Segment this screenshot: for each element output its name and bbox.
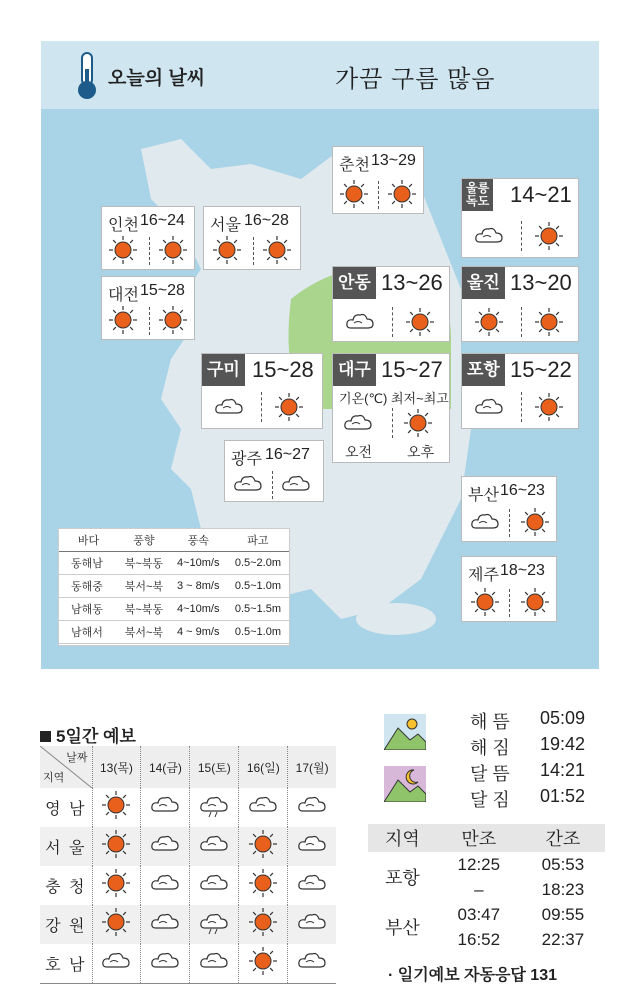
cloud-icon [150,868,180,903]
tide-low: 05:53 [541,854,585,874]
divider [261,392,262,422]
tide-header: 만조 [437,824,521,852]
sea-row [59,597,289,620]
weather-summary: 가끔 구름 많음 [335,66,496,93]
cloud-icon [343,408,373,438]
divider [149,237,150,265]
forecast-icon-cell [141,788,190,827]
forecast-region: 서 울 [40,827,92,866]
tide-high: 12:25 [457,854,501,874]
sun-icon [520,507,550,537]
sea-cell: 3 ~ 8m/s [170,574,227,597]
sun-icon [274,392,304,422]
forecast-icon-cell [92,866,141,905]
sun-icon [534,392,564,422]
tide-row [368,902,605,927]
forecast-title-text: 5일간 예보 [56,727,136,746]
forecast-region: 호 남 [40,944,92,983]
cloud-icon [470,507,500,537]
forecast-region: 영 남 [45,801,87,818]
sunrise-time: 05:09 [540,708,586,728]
tide-row [368,852,605,877]
sea-header: 바다 [59,529,118,551]
city-box-gwangju [224,440,324,502]
sun-icon [470,587,500,617]
rain-icon [199,907,229,942]
city-temp: 15~28 [140,282,185,299]
map-title: 오늘의 날씨 [108,68,206,89]
city-box-andong [332,266,450,342]
moonset-label: 달 짐 [470,790,510,810]
moonset-time: 01:52 [540,786,586,806]
city-temp: 15~22 [510,357,572,382]
city-temp: 16~23 [500,482,545,499]
cloud-icon [214,392,244,422]
sun-icon [101,907,131,942]
sun-icon [534,307,564,337]
city-name: 부산 [468,487,499,504]
tide-header: 간조 [521,824,605,852]
cloud-icon [297,946,327,981]
sun-icon [248,907,278,942]
moonrise-time: 14:21 [540,760,586,780]
sun-icon [387,179,417,209]
tide-region: 포항 [384,868,420,888]
city-temp: 16~27 [265,446,310,463]
forecast-icon-cell [239,944,288,983]
forecast-icon-cell [190,866,239,905]
forecast-icon-cell [288,866,336,905]
city-temp: 18~23 [500,562,545,579]
forecast-icon-cell [288,788,336,827]
tide-high: 03:47 [457,904,501,924]
sea-cell: 0.5~1.0m [227,620,289,643]
cloud-icon [150,790,180,825]
sun-icon [101,868,131,903]
divider [149,307,150,335]
tide-low: 09:55 [541,904,585,924]
sun-icon [520,587,550,617]
forecast-icon-cell [92,788,141,827]
sea-cell: 4~10m/s [170,551,227,574]
forecast-icon-cell [141,905,190,944]
sea-cell: 4 ~ 9m/s [170,620,227,643]
sea-header: 풍속 [170,529,227,551]
map-header [41,41,599,109]
sun-icon [108,305,138,335]
forecast-icon-cell [190,827,239,866]
cloud-icon [101,946,131,981]
city-temp: 15~27 [381,357,443,382]
moonrise-icon [384,766,426,802]
thermometer-icon [74,51,100,101]
divider [392,307,393,337]
sunrise-label: 해 뜸 [470,712,510,732]
forecast-icon-cell [190,944,239,983]
sun-icon [248,868,278,903]
forecast-icon-cell [190,788,239,827]
legend-pm-label: 오후 [407,444,435,460]
sea-cell: 0.5~1.0m [227,574,289,597]
forecast-icon-cell [239,866,288,905]
tide-high: 16:52 [457,929,501,949]
sun-icon [339,179,369,209]
tide-low: 22:37 [541,929,585,949]
tide-table [368,824,605,952]
tide-header: 지역 [368,824,437,852]
cloud-icon [297,790,327,825]
sun-icon [474,307,504,337]
sea-conditions-table [58,528,290,646]
cloud-icon [474,221,504,251]
city-temp: 13~26 [381,270,443,295]
rain-icon [199,790,229,825]
forecast-table [40,746,336,984]
divider [509,589,510,617]
divider [521,392,522,422]
cloud-icon [474,392,504,422]
divider [521,221,522,251]
forecast-region: 강 원 [40,905,92,944]
city-tag: 포항 [462,354,505,386]
tide-high: – [474,879,484,899]
forecast-icon-cell [92,905,141,944]
sun-icon [248,829,278,864]
city-temp: 16~24 [140,212,185,229]
city-name: 춘천 [339,157,370,174]
divider [272,471,273,499]
forecast-day: 13(목) [92,746,141,788]
cloud-icon [297,907,327,942]
forecast-day: 17(월) [288,746,336,788]
city-tag: 구미 [202,354,245,386]
corner-region-label: 지역 [43,772,65,784]
forecast-icon-cell [239,827,288,866]
cloud-icon [150,946,180,981]
sun-icon [403,408,433,438]
forecast-row [40,905,336,944]
cloud-icon [199,868,229,903]
city-name: 인천 [108,217,139,234]
auto-response-info: · 일기예보 자동응답 131 [388,967,558,984]
sea-row [59,574,289,597]
sea-row [59,620,289,643]
sea-cell: 0.5~2.0m [227,551,289,574]
sun-icon [101,829,131,864]
sun-icon [212,235,242,265]
forecast-icon-cell [190,905,239,944]
divider [392,408,393,438]
city-box-chuncheon [332,146,424,214]
city-temp: 15~28 [252,357,314,382]
sea-cell: 북서~북 [118,620,170,643]
cloud-icon [233,469,263,499]
city-tag: 울진 [462,267,505,299]
sun-icon [248,946,278,981]
sunrise-icon [384,714,426,750]
city-name: 서울 [210,217,241,234]
sun-icon [101,790,131,825]
sunset-time: 19:42 [540,734,586,754]
sea-cell: 남해동 [59,597,118,620]
city-tag [462,179,493,211]
city-box-gumi [201,353,323,429]
forecast-icon-cell [141,866,190,905]
cloud-icon [297,829,327,864]
forecast-row [40,866,336,905]
forecast-day: 14(금) [141,746,190,788]
forecast-row [40,827,336,866]
cloud-icon [345,307,375,337]
forecast-row [40,788,336,827]
city-box-ulleung [461,178,579,258]
sea-header: 풍향 [118,529,170,551]
city-tag: 안동 [333,267,376,299]
moonrise-label: 달 뜸 [470,764,510,784]
divider [253,237,254,265]
legend-temp-label: 기온(℃) 최저~최고 [339,391,449,406]
city-tag: 대구 [333,354,376,386]
forecast-icon-cell [288,905,336,944]
tide-region: 부산 [384,918,420,938]
sea-cell: 북서~북 [118,574,170,597]
forecast-icon-cell [141,827,190,866]
cloud-icon [281,469,311,499]
city-name: 제주 [468,567,499,584]
sun-icon [108,235,138,265]
forecast-icon-cell [92,944,141,983]
forecast-icon-cell [239,905,288,944]
cloud-icon [199,946,229,981]
cloud-icon [199,829,229,864]
city-temp: 13~29 [371,152,416,169]
forecast-row [40,944,336,983]
forecast-icon-cell [288,827,336,866]
tide-low: 18:23 [541,879,585,899]
divider [521,307,522,337]
cloud-icon [150,907,180,942]
sun-icon [262,235,292,265]
city-box-daejeon [101,276,195,340]
cloud-icon [248,790,278,825]
forecast-region: 충 청 [45,879,87,896]
cloud-icon [150,829,180,864]
forecast-day: 15(토) [190,746,239,788]
city-name: 대전 [108,287,139,304]
sea-cell: 남해서 [59,620,118,643]
city-name-line1: 울릉 [466,181,490,195]
city-name-line2: 독도 [466,194,490,208]
sunset-label: 해 짐 [470,738,510,758]
city-box-daegu [332,353,450,463]
sea-cell: 북~북동 [118,597,170,620]
city-box-seoul [203,206,301,270]
legend-am-label: 오전 [345,444,373,460]
sea-row [59,551,289,574]
city-temp: 13~20 [510,270,572,295]
forecast-day: 16(일) [239,746,288,788]
sun-icon [405,307,435,337]
city-box-incheon [101,206,195,270]
city-box-jeju [461,556,557,622]
forecast-title [40,722,136,747]
sun-icon [534,221,564,251]
divider [509,509,510,537]
sun-icon [158,305,188,335]
forecast-icon-cell [239,788,288,827]
city-box-busan [461,476,557,542]
city-name: 광주 [231,451,262,468]
city-box-uljin [461,266,579,342]
corner-date-label: 날짜 [66,752,88,764]
cloud-icon [297,868,327,903]
city-box-pohang [461,353,579,429]
forecast-corner [40,746,92,788]
forecast-icon-cell [92,827,141,866]
forecast-icon-cell [141,944,190,983]
divider [378,181,379,209]
sea-cell: 동해중 [59,574,118,597]
forecast-icon-cell [288,944,336,983]
sun-icon [158,235,188,265]
city-temp: 16~28 [244,212,289,229]
sea-cell: 4~10m/s [170,597,227,620]
sea-cell: 0.5~1.5m [227,597,289,620]
sea-cell: 동해남 [59,551,118,574]
city-temp: 14~21 [510,182,572,207]
sea-cell: 북~북동 [118,551,170,574]
sea-header: 파고 [227,529,289,551]
